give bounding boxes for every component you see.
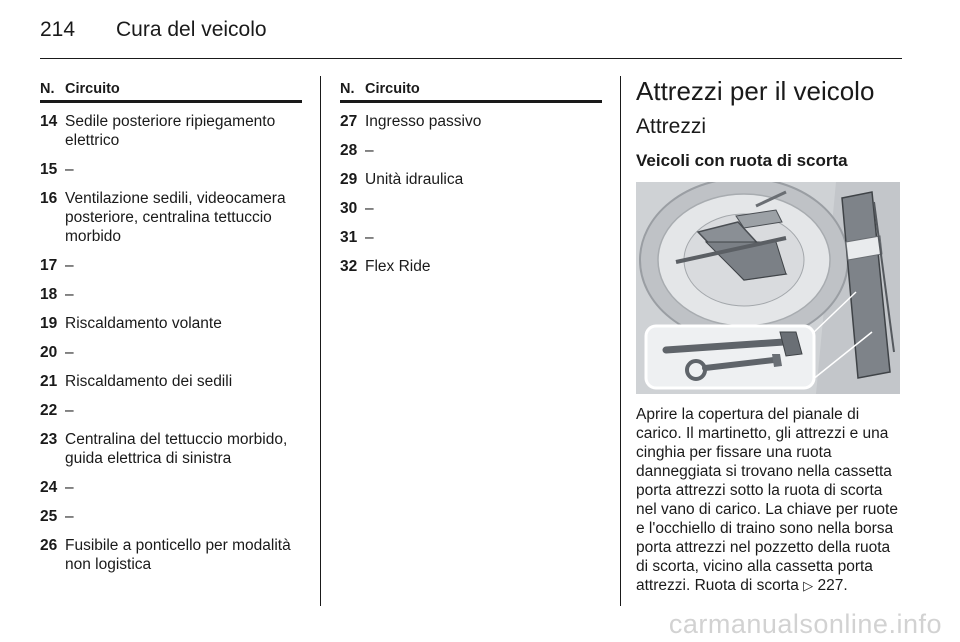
fuse-number: 27 [340, 113, 358, 130]
table-row [40, 343, 302, 362]
tools-paragraph [636, 405, 904, 595]
fuse-number: 16 [40, 190, 58, 207]
circuit-description: – [65, 286, 74, 303]
table-row [40, 112, 302, 150]
fuse-number: 21 [40, 373, 58, 390]
table-row [40, 189, 302, 246]
table-header-rule [40, 100, 302, 103]
sub-subsection-heading: Veicoli con ruota di scorta [636, 151, 848, 170]
circuit-description: Sedile posteriore ripiegamento elettrico [65, 113, 276, 149]
page-reference[interactable]: 227. [817, 577, 848, 594]
fuse-number: 25 [40, 508, 58, 525]
circuit-description: – [365, 142, 374, 159]
col-header-circuit: Circuito [65, 81, 120, 97]
header-rule [40, 58, 902, 59]
fuse-number: 31 [340, 229, 358, 246]
table-row [40, 507, 302, 526]
circuit-description: Ingresso passivo [365, 113, 482, 130]
circuit-description: Unità idraulica [365, 171, 464, 188]
fuse-number: 23 [40, 431, 58, 448]
circuit-description: – [65, 257, 74, 274]
table-row [340, 141, 602, 160]
arrow-right-icon: ▷ [803, 578, 814, 593]
fuse-table-1 [40, 80, 302, 584]
paragraph-text: Aprire la copertura del pianale di carico. Il martinetto, gli attrezzi e una cinghia per fissare una ruota danneggiata si trovano nella cassetta porta attrezzi sotto la ruota di scorta nel vano di carico. La chiave per ruote e l'occhiello di traino sono nella borsa porta attrezzi nel pozzetto della ruota di scorta, vicino alla cassetta porta attrezzi. Ruota di scorta [636, 406, 898, 594]
fuse-number: 18 [40, 286, 58, 303]
table-header [340, 80, 602, 99]
table-row [340, 199, 602, 218]
table-row [40, 160, 302, 179]
fuse-number: 32 [340, 258, 358, 275]
fuse-number: 14 [40, 113, 58, 130]
circuit-description: – [65, 161, 74, 178]
circuit-description: Riscaldamento volante [65, 315, 222, 332]
fuse-number: 19 [40, 315, 58, 332]
table-row [40, 401, 302, 420]
table-body [340, 112, 602, 276]
fuse-number: 20 [40, 344, 58, 361]
page-number: 214 [40, 18, 76, 41]
fuse-number: 30 [340, 200, 358, 217]
col-header-number: N. [340, 81, 355, 97]
fuse-number: 28 [340, 142, 358, 159]
table-row [340, 228, 602, 247]
circuit-description: Riscaldamento dei sedili [65, 373, 233, 390]
fuse-table-2 [340, 80, 602, 286]
tools-section [636, 76, 904, 595]
table-header [40, 80, 302, 99]
fuse-number: 15 [40, 161, 58, 178]
column-divider [620, 76, 621, 606]
table-row [40, 256, 302, 275]
fuse-number: 22 [40, 402, 58, 419]
table-row [340, 112, 602, 131]
col-header-number: N. [40, 81, 55, 97]
table-row [40, 430, 302, 468]
circuit-description: Fusibile a ponticello per modalità non logistica [65, 537, 291, 573]
table-row [40, 478, 302, 497]
table-row [40, 285, 302, 304]
table-row [40, 314, 302, 333]
table-row [40, 372, 302, 391]
circuit-description: Flex Ride [365, 258, 431, 275]
circuit-description: Centralina del tettuccio morbido, guida elettrica di sinistra [65, 431, 288, 467]
table-body [40, 112, 302, 574]
circuit-description: – [65, 479, 74, 496]
circuit-description: – [65, 508, 74, 525]
spare-wheel-tools-illustration [636, 182, 900, 394]
subsection-heading: Attrezzi [636, 115, 707, 138]
table-row [340, 257, 602, 276]
fuse-number: 29 [340, 171, 358, 188]
column-divider [320, 76, 321, 606]
table-row [40, 536, 302, 574]
fuse-number: 26 [40, 537, 58, 554]
fuse-number: 17 [40, 257, 58, 274]
table-row [340, 170, 602, 189]
page-title: Cura del veicolo [116, 18, 267, 41]
col-header-circuit: Circuito [365, 81, 420, 97]
section-heading: Attrezzi per il veicolo [636, 76, 875, 106]
fuse-number: 24 [40, 479, 58, 496]
circuit-description: – [65, 402, 74, 419]
circuit-description: Ventilazione sedili, videocamera posteriore, centralina tettuccio morbido [65, 190, 286, 245]
table-header-rule [340, 100, 602, 103]
watermark: carmanualsonline.info [668, 609, 942, 639]
circuit-description: – [365, 229, 374, 246]
circuit-description: – [65, 344, 74, 361]
circuit-description: – [365, 200, 374, 217]
